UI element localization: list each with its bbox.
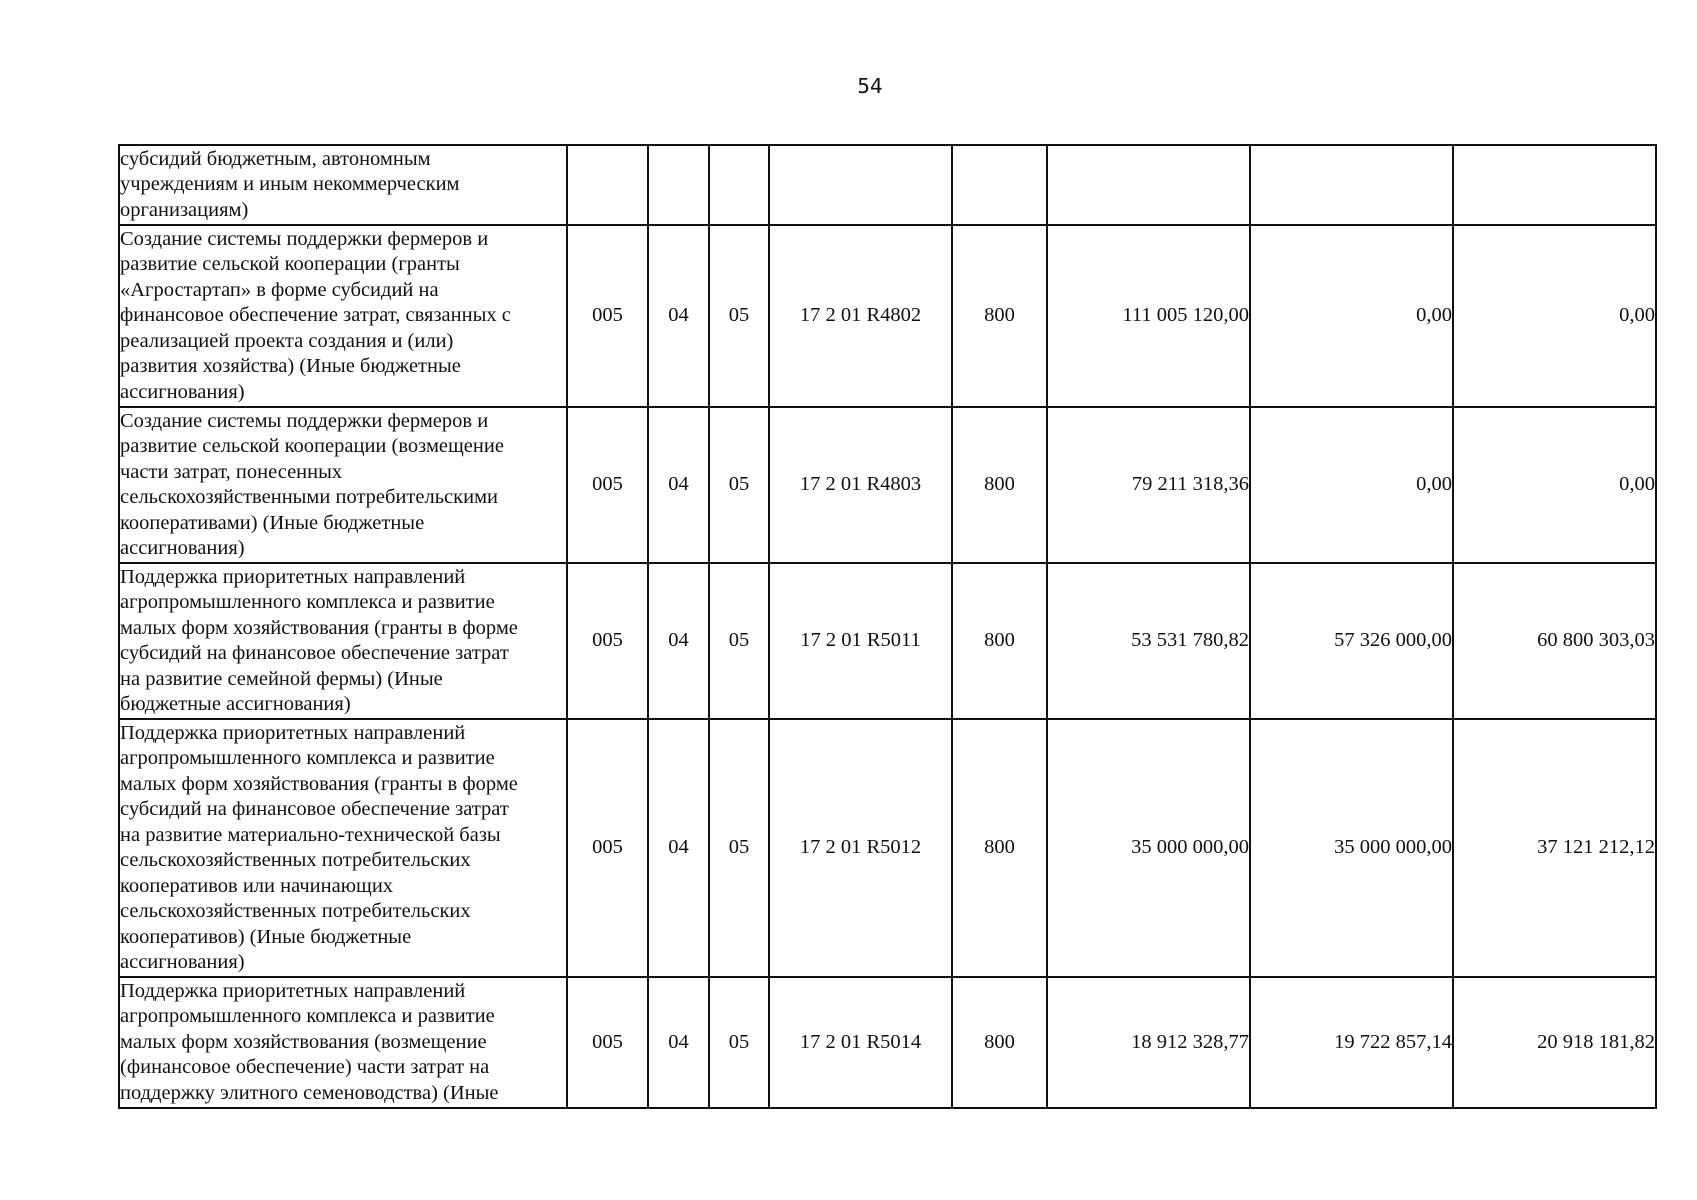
amount-year-3: 60 800 303,03 [1453, 563, 1656, 719]
amount-year-2: 35 000 000,00 [1250, 719, 1453, 977]
row-description: Создание системы поддержки фермеров и развитие сельской кооперации (возмещение части затрат, понесенных сельскохозяйственными потребительскими кооперативами) (Иные бюджетные ассигнования) [119, 407, 567, 563]
page-number: 54 [857, 74, 883, 98]
amount-year-3: 0,00 [1453, 407, 1656, 563]
ministry-code: 005 [567, 719, 648, 977]
amount-year-2: 0,00 [1250, 407, 1453, 563]
amount-year-1: 111 005 120,00 [1047, 225, 1250, 407]
subsection-code: 05 [709, 225, 769, 407]
table-row [119, 719, 1656, 977]
amount-year-2: 0,00 [1250, 225, 1453, 407]
row-description: Поддержка приоритетных направлений агропромышленного комплекса и развитие малых форм хозяйствования (возмещение (финансовое обеспечение) части затрат на поддержку элитного семеноводства) (Иные [119, 977, 567, 1108]
row-description: субсидий бюджетным, автономным учреждениям и иным некоммерческим организациям) [119, 145, 567, 225]
amount-year-2: 19 722 857,14 [1250, 977, 1453, 1108]
section-code: 04 [648, 225, 709, 407]
expense-type-code: 800 [952, 719, 1047, 977]
target-article-code: 17 2 01 R4803 [769, 407, 952, 563]
ministry-code: 005 [567, 225, 648, 407]
expense-type-code: 800 [952, 563, 1047, 719]
section-code: 04 [648, 977, 709, 1108]
amount-year-1: 53 531 780,82 [1047, 563, 1250, 719]
budget-table [118, 144, 1657, 1109]
ministry-code: 005 [567, 563, 648, 719]
expense-type-code [952, 145, 1047, 225]
amount-year-3: 20 918 181,82 [1453, 977, 1656, 1108]
amount-year-2 [1250, 145, 1453, 225]
section-code [648, 145, 709, 225]
section-code: 04 [648, 563, 709, 719]
amount-year-3: 37 121 212,12 [1453, 719, 1656, 977]
amount-year-1: 35 000 000,00 [1047, 719, 1250, 977]
amount-year-1: 79 211 318,36 [1047, 407, 1250, 563]
amount-year-1: 18 912 328,77 [1047, 977, 1250, 1108]
subsection-code: 05 [709, 977, 769, 1108]
target-article-code: 17 2 01 R5014 [769, 977, 952, 1108]
target-article-code: 17 2 01 R4802 [769, 225, 952, 407]
amount-year-1 [1047, 145, 1250, 225]
table-row [119, 977, 1656, 1108]
table-row [119, 407, 1656, 563]
table-row [119, 563, 1656, 719]
expense-type-code: 800 [952, 225, 1047, 407]
row-description: Поддержка приоритетных направлений агропромышленного комплекса и развитие малых форм хозяйствования (гранты в форме субсидий на финансовое обеспечение затрат на развитие материально-технической базы сельскохозяйственных потребительских кооперативов или начинающих сельскохозяйственных потребительских кооперативов) (Иные бюджетные ассигнования) [119, 719, 567, 977]
target-article-code [769, 145, 952, 225]
table-row [119, 225, 1656, 407]
table-row [119, 145, 1656, 225]
amount-year-3 [1453, 145, 1656, 225]
ministry-code [567, 145, 648, 225]
subsection-code: 05 [709, 407, 769, 563]
target-article-code: 17 2 01 R5011 [769, 563, 952, 719]
target-article-code: 17 2 01 R5012 [769, 719, 952, 977]
section-code: 04 [648, 407, 709, 563]
subsection-code [709, 145, 769, 225]
subsection-code: 05 [709, 563, 769, 719]
ministry-code: 005 [567, 407, 648, 563]
section-code: 04 [648, 719, 709, 977]
expense-type-code: 800 [952, 977, 1047, 1108]
expense-type-code: 800 [952, 407, 1047, 563]
row-description: Поддержка приоритетных направлений агропромышленного комплекса и развитие малых форм хозяйствования (гранты в форме субсидий на финансовое обеспечение затрат на развитие семейной фермы) (Иные бюджетные ассигнования) [119, 563, 567, 719]
amount-year-3: 0,00 [1453, 225, 1656, 407]
amount-year-2: 57 326 000,00 [1250, 563, 1453, 719]
ministry-code: 005 [567, 977, 648, 1108]
subsection-code: 05 [709, 719, 769, 977]
row-description: Создание системы поддержки фермеров и развитие сельской кооперации (гранты «Агростартап» в форме субсидий на финансовое обеспечение затрат, связанных с реализацией проекта создания и (или) развития хозяйства) (Иные бюджетные ассигнования) [119, 225, 567, 407]
